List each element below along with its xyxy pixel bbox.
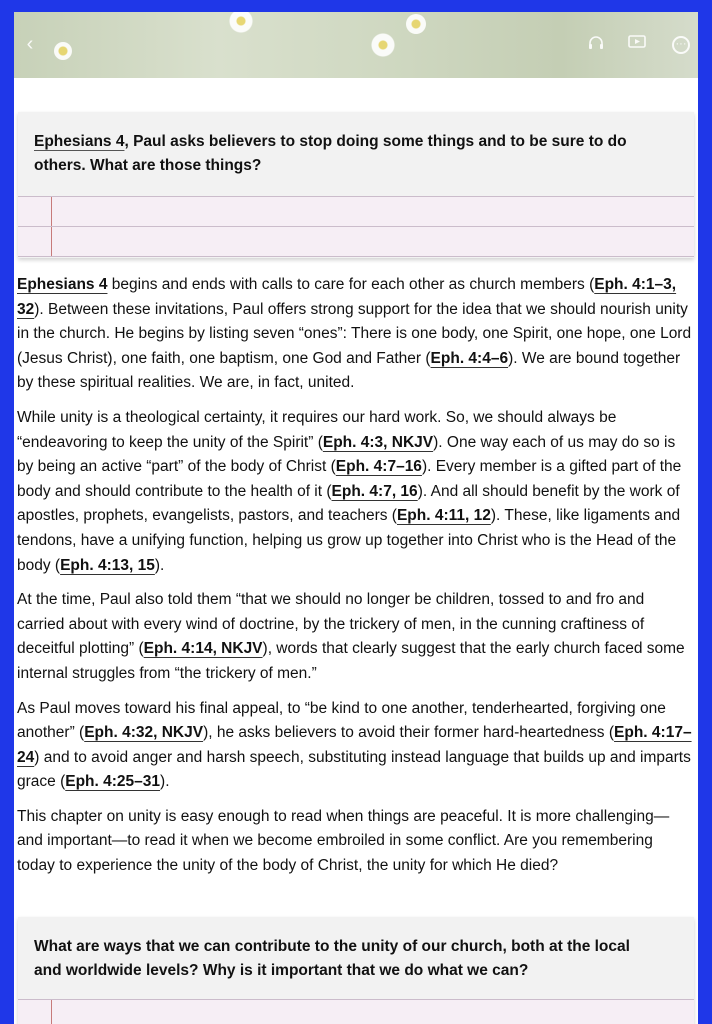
paragraph: As Paul moves toward his final appeal, to “be kind to one another, tenderhearted, forgiving one another” (Eph. 4:32, NKJV), he asks believers to avoid their former hard-heartedness (Eph. 4:17–24) and to avoid anger and harsh speech, substituting instead language that builds up and imparts grace (Eph. 4:25–31). — [17, 699, 692, 791]
back-arrow-icon[interactable]: ‹ — [26, 33, 34, 55]
daisy-decoration — [54, 42, 72, 60]
daisy-decoration — [228, 12, 254, 34]
scripture-link[interactable]: Eph. 4:7, 16 — [331, 482, 418, 500]
discussion-question-box — [18, 917, 694, 1024]
scripture-link[interactable]: Eph. 4:32, NKJV — [84, 724, 204, 742]
scripture-link[interactable]: Eph. 4:7–16 — [335, 458, 422, 476]
scripture-link[interactable]: Eph. 4:11, 12 — [396, 507, 491, 525]
discussion-question-box — [18, 112, 694, 258]
scripture-link[interactable]: Eph. 4:13, 15 — [60, 556, 155, 574]
video-icon[interactable] — [628, 34, 648, 54]
answer-area[interactable] — [18, 196, 694, 257]
daisy-decoration — [406, 14, 426, 34]
daisy-decoration — [370, 32, 396, 58]
scripture-link[interactable]: Eph. 4:14, NKJV — [143, 640, 263, 658]
headphones-icon[interactable] — [586, 34, 606, 54]
header-image — [14, 12, 698, 78]
scripture-link[interactable]: Ephesians 4 — [34, 133, 125, 150]
question-text: What are ways that we can contribute to the unity of our church, both at the local and worldwide levels? Why is it important that we do what we can? — [34, 938, 630, 979]
scripture-link[interactable]: Eph. 4:25–31 — [65, 773, 161, 791]
lesson-body — [17, 273, 692, 889]
paragraph: At the time, Paul also told them “that we should no longer be children, tossed to and fro and carried about with every wind of doctrine, by the trickery of men, in the cunning craftiness of deceitful plotting” (Eph. 4:14, NKJV), words that clearly suggest that the early church faced some internal struggles from “the trickery of men.” — [17, 591, 685, 682]
answer-line[interactable] — [18, 196, 694, 226]
answer-area[interactable] — [18, 999, 694, 1024]
lesson-page — [14, 12, 698, 1024]
scripture-link[interactable]: Ephesians 4 — [17, 276, 108, 293]
answer-line[interactable] — [18, 999, 694, 1024]
scripture-link[interactable]: Eph. 4:4–6 — [430, 349, 509, 367]
scripture-link[interactable]: Eph. 4:17–24 — [17, 724, 692, 766]
more-icon[interactable]: ··· — [672, 36, 690, 54]
answer-line[interactable] — [18, 226, 694, 257]
scripture-link[interactable]: Eph. 4:3, NKJV — [322, 433, 434, 451]
scripture-link[interactable]: Eph. 4:1–3, 32 — [17, 276, 677, 318]
question-text: Ephesians 4, Paul asks believers to stop doing some things and to be sure to do others. What are those things? — [34, 133, 627, 174]
paragraph: This chapter on unity is easy enough to read when things are peaceful. It is more challenging—and important—to read it when we become embroiled in some conflict. Are you remembering today to experience the unity of the body of Christ, the unity for which He died? — [17, 807, 670, 875]
paragraph: Ephesians 4 begins and ends with calls to care for each other as church members (Eph. 4:1–3, 32). Between these invitations, Paul offers strong support for the idea that we should nourish unity in the church. He begins by listing seven “ones”: There is one body, one Spirit, one hope, one Lord (Jesus Christ), one faith, one baptism, one God and Father (Eph. 4:4–6). We are bound together by these spiritual realities. We are, in fact, united. — [17, 276, 692, 392]
paragraph: While unity is a theological certainty, it requires our hard work. So, we should always be “endeavoring to keep the unity of the Spirit” (Eph. 4:3, NKJV). One way each of us may do so is by being an active “part” of the body of Christ (Eph. 4:7–16). Every member is a gifted part of the body and should contribute to the health of it (Eph. 4:7, 16). And all should benefit by the work of apostles, prophets, evangelists, pastors, and teachers (Eph. 4:11, 12). These, like ligaments and tendons, have a unifying function, helping us grow up together into Christ who is the Head of the body (Eph. 4:13, 15). — [17, 408, 682, 574]
